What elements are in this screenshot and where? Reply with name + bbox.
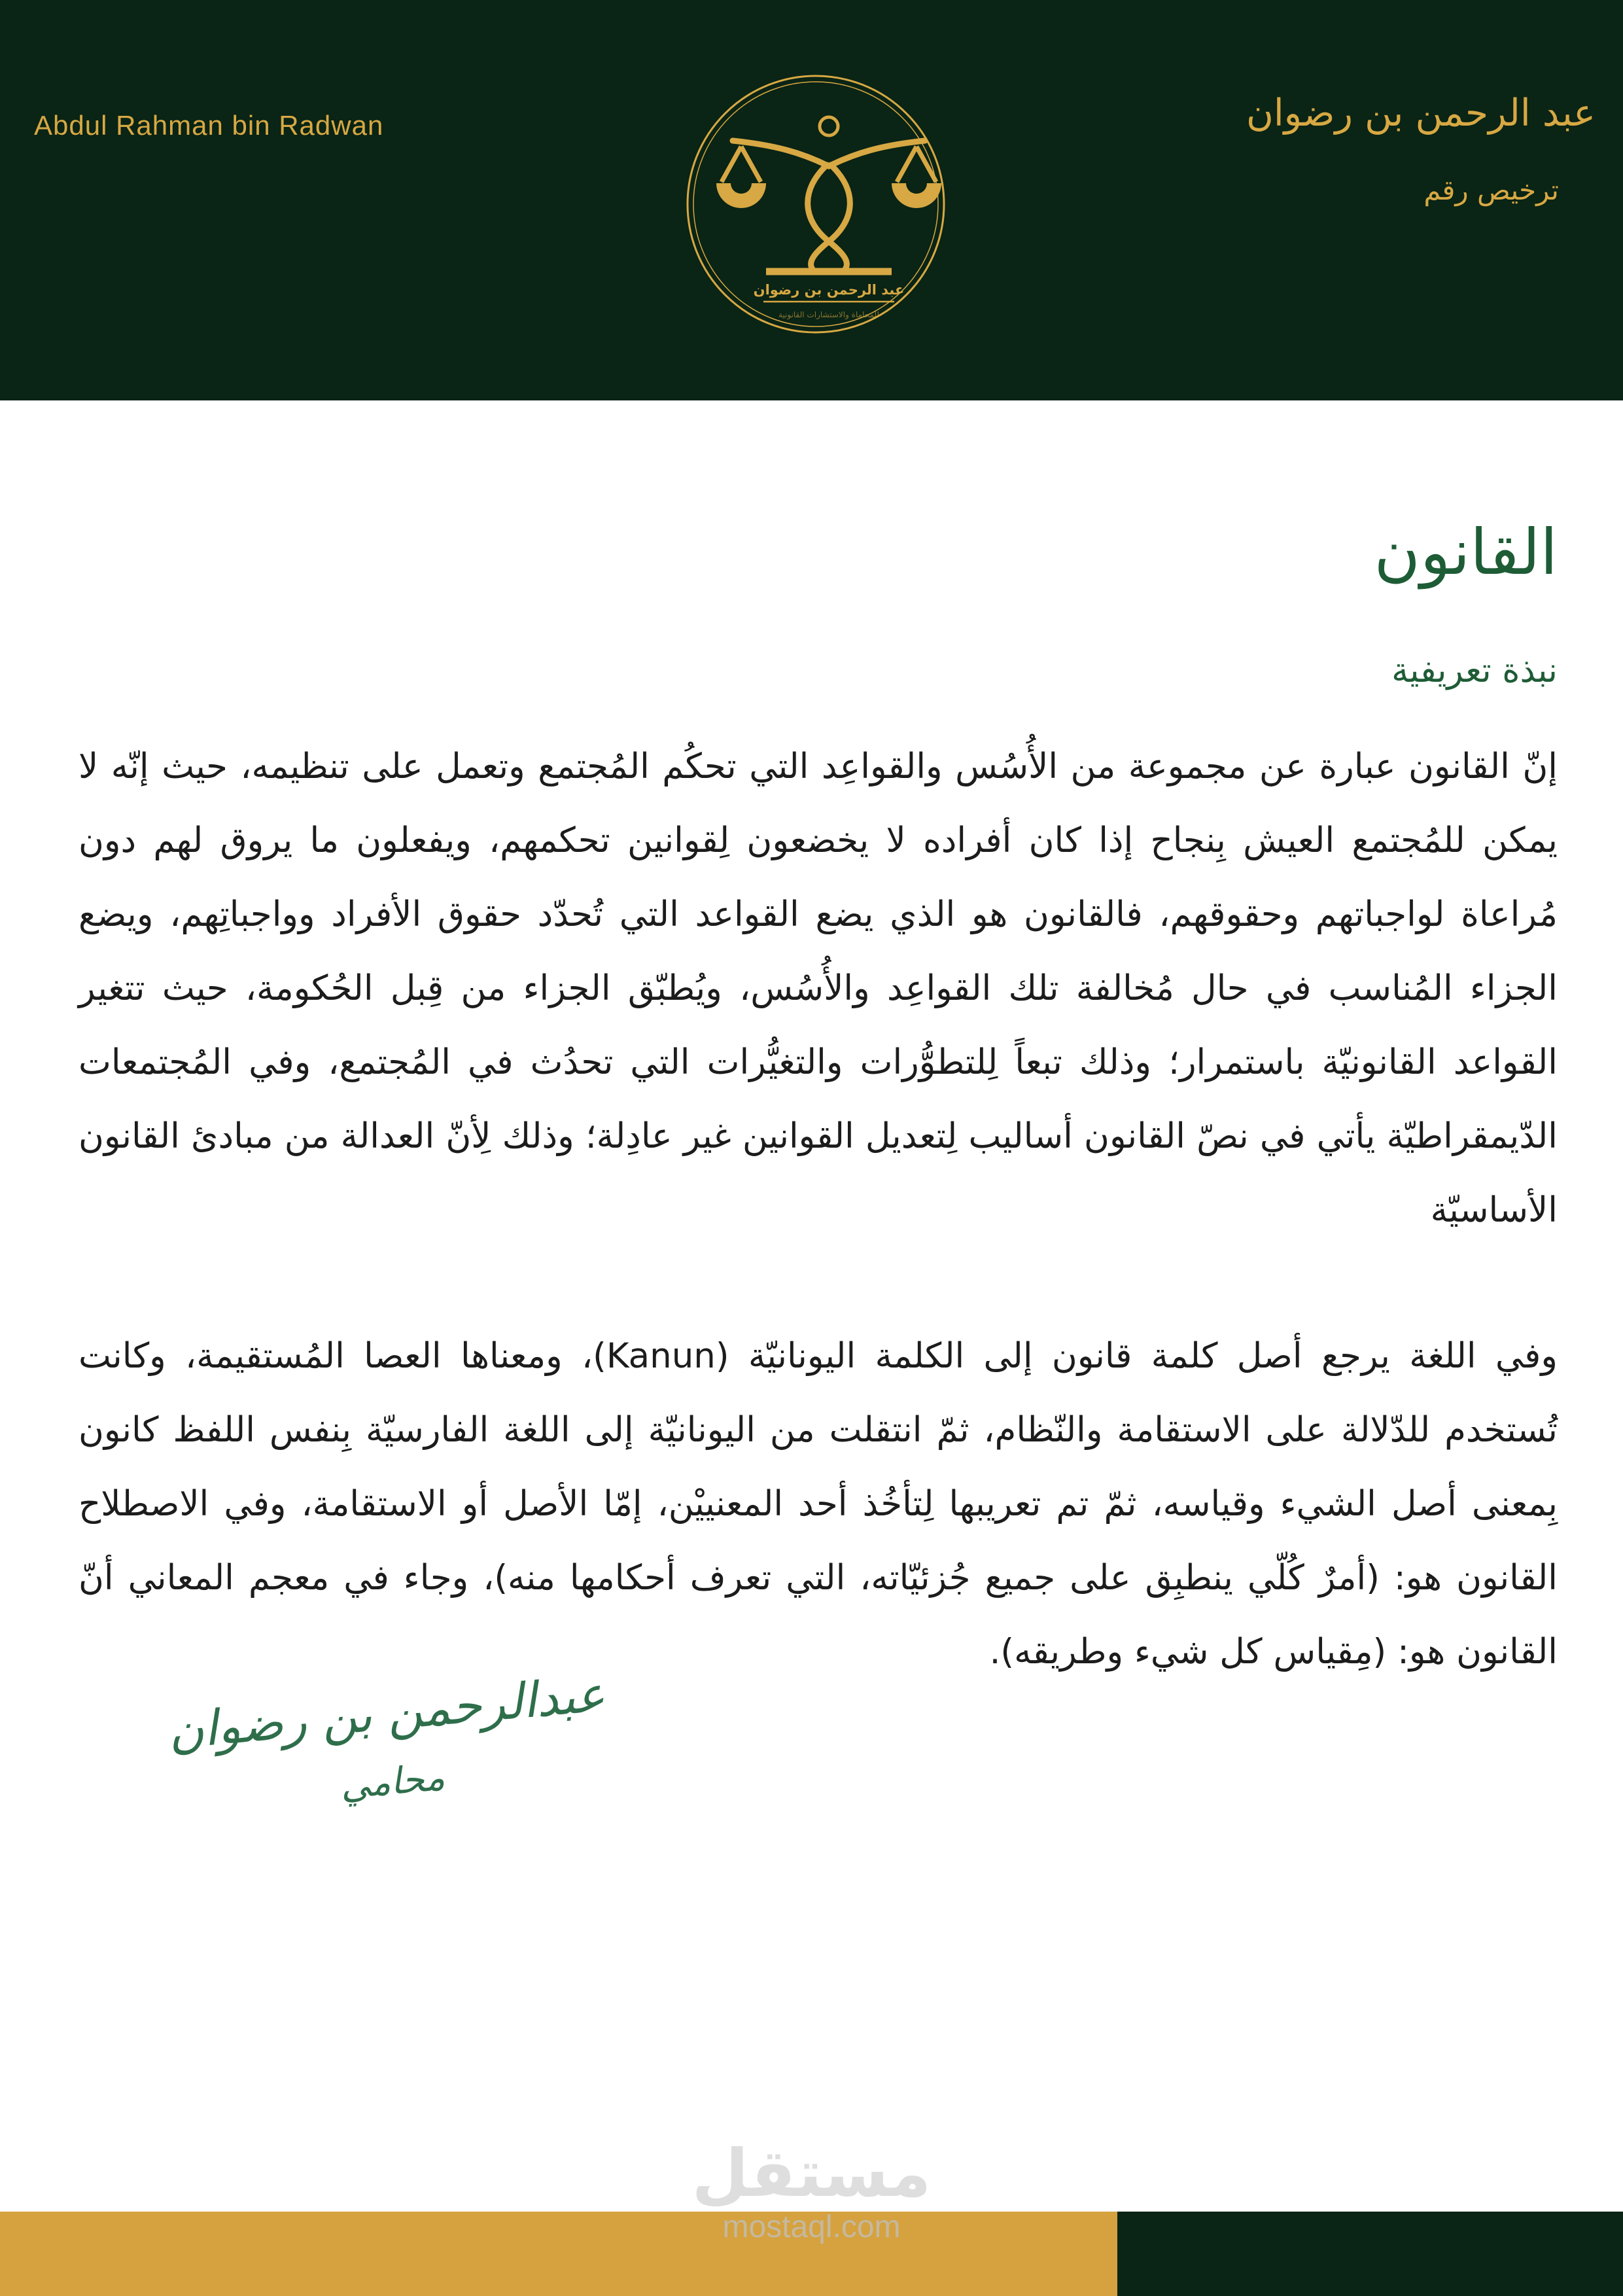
signature-role: محامي	[338, 1756, 447, 1808]
logo-name-text: عبد الرحمن بن رضوان	[753, 282, 905, 298]
license-number-label: ترخيص رقم	[1423, 174, 1559, 206]
right-pan	[892, 183, 941, 208]
paragraph-2: وفي اللغة يرجع أصل كلمة قانون إلى الكلمة اليونانيّة (Kanun)، ومعناها العصا المُستقيمة، وكانت تُستخدم للدّلالة على الاستقامة والنّظام، ثمّ انتقلت من اليونانيّة إلى اللغة الفارسيّة بِنفس اللفظ كانون بِمعنى أصل الشيء وقياسه، ثمّ تم تعريبها لِتأخُذ أحد المعنييْن، إمّا الأصل أو الاستقامة، وفي الاصطلاح القانون هو: (أمرٌ كُلّي ينطبِق على جميع جُزئيّاته، التي تعرف أحكامها منه)، وجاء في معجم المعاني أنّ القانون هو: (مِقياس كل شيء وطريقه).	[79, 1336, 1558, 1672]
logo-tagline-text: للمحاماة والاستشارات القانونية	[778, 310, 880, 319]
signature-name: عبدالرحمن بن رضوان	[166, 1666, 608, 1761]
left-pan	[716, 183, 766, 208]
header-band	[0, 0, 1623, 400]
scales-of-justice-icon	[685, 73, 947, 335]
lawyer-name-arabic: عبد الرحمن بن رضوان	[1246, 92, 1596, 135]
article-body	[79, 730, 1558, 1689]
scales-beam	[733, 141, 925, 166]
lawyer-name-english: Abdul Rahman bin Radwan	[34, 110, 384, 141]
paragraph-1: إنّ القانون عبارة عن مجموعة من الأُسُس والقواعِد التي تحكُم المُجتمع وتعمل على تنظيمه، حيث إنّه لا يمكن للمُجتمع العيش بِنجاح إذا كان أفراده لا يخضعون لِقوانين تحكمهم، ويفعلون ما يروق لهم دون مُراعاة لواجباتهم وحقوقهم، فالقانون هو الذي يضع القواعد التي تُحدّد حقوق الأفراد وواجباتِهم، ويضع الجزاء المُناسب في حال مُخالفة تلك القواعِد والأُسُس، ويُطبّق الجزاء من قِبل الحُكومة، حيث تتغير القواعد القانونيّة باستمرار؛ وذلك تبعاً لِلتطوُّرات والتغيُّرات التي تحدُث في المُجتمع، وفي المُجتمعات الدّيمقراطيّة يأتي في نصّ القانون أساليب لِتعديل القوانين غير عادِلة؛ وذلك لِأنّ العدالة من مبادئ القانون الأساسيّة	[79, 747, 1558, 1230]
watermark	[0, 2135, 1623, 2245]
right-pan-hanger	[897, 147, 936, 182]
figure-head	[820, 117, 838, 135]
watermark-logo-text: مستقل	[691, 2135, 932, 2212]
page-title: القانون	[1374, 516, 1558, 589]
left-pan-hanger	[722, 147, 761, 182]
page-subtitle: نبذة تعريفية	[1391, 651, 1558, 690]
watermark-site-text: mostaql.com	[722, 2210, 901, 2244]
